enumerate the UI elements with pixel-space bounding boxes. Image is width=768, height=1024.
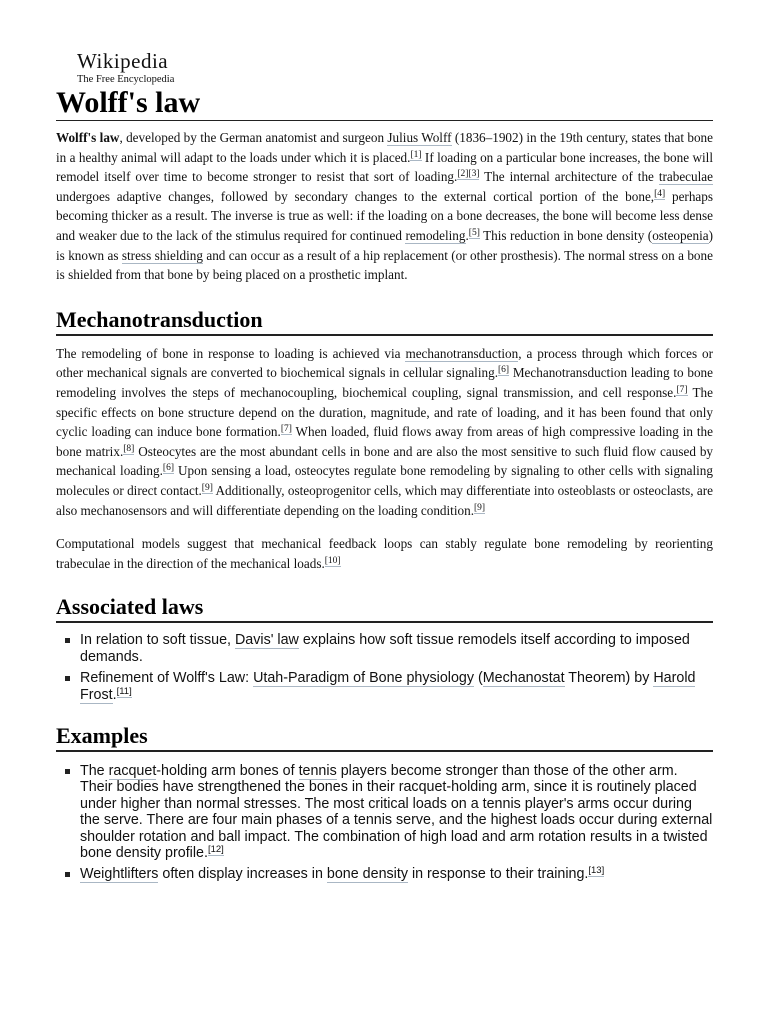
link-racquet[interactable]: racquet xyxy=(108,762,157,779)
citation-1[interactable]: [1] xyxy=(410,149,422,160)
link-bone-density[interactable]: bone density xyxy=(326,866,408,883)
heading-examples: Examples xyxy=(56,723,713,752)
text: This reduction in bone density ( xyxy=(479,227,653,243)
mechano-paragraph-1 xyxy=(56,344,713,520)
link-mechanotransduction[interactable]: mechanotransduction xyxy=(405,345,519,361)
text: The specific effects on bone structure depend on the duration, magnitude, and rate of loading, and it has been found that only cyclic loading can induce bone formation. xyxy=(56,384,714,440)
text: ) is known as xyxy=(56,227,713,263)
link-harold-frost[interactable]: Harold Frost xyxy=(80,670,696,703)
wordmark-tagline: The Free Encyclopedia xyxy=(77,74,175,85)
text: , developed by the German anatomist and surgeon xyxy=(119,130,388,145)
link-weightlifters[interactable]: Weightlifters xyxy=(80,866,159,883)
text: Upon sensing a load, osteocytes regulate bone remodeling by signaling to other cells with signaling molecules or direct contact. xyxy=(56,463,713,498)
citation-7[interactable]: [7] xyxy=(280,424,292,435)
link-tennis[interactable]: tennis xyxy=(298,762,337,779)
citation-11[interactable]: [11] xyxy=(116,685,132,697)
text: If loading on a particular bone increases, the bone will remodel itself over time to become stronger to resist that sort of loading. xyxy=(56,149,714,185)
heading-associated-laws: Associated laws xyxy=(56,594,713,623)
citation-10[interactable]: [10] xyxy=(324,555,341,566)
link-remodeling[interactable]: remodeling xyxy=(405,227,466,243)
citation-3[interactable]: [3] xyxy=(468,169,480,180)
lead-paragraph xyxy=(56,128,713,285)
text: When loaded, fluid flows away from areas of high compressive loading in the bone matrix. xyxy=(56,424,713,459)
citation-12[interactable]: [12] xyxy=(207,843,224,855)
text: explains how soft tissue remodels itself according to imposed demands. xyxy=(80,632,690,665)
text: -holding arm bones of xyxy=(156,762,299,779)
text: in response to their training. xyxy=(407,866,589,883)
citation-13[interactable]: [13] xyxy=(588,865,605,877)
text: . xyxy=(112,686,117,703)
citation-7[interactable]: [7] xyxy=(676,384,688,395)
link-trabeculae[interactable]: trabeculae xyxy=(658,169,713,185)
link-osteopenia[interactable]: osteopenia xyxy=(652,227,709,243)
heading-mechanotransduction: Mechanotransduction xyxy=(56,307,713,336)
text: , a process through which forces or other mechanical signals are converted to biochemical signals in cellular signaling. xyxy=(56,345,713,381)
link-mechanostat[interactable]: Mechanostat xyxy=(482,670,565,687)
citation-6[interactable]: [6] xyxy=(498,365,510,376)
citation-2[interactable]: [2] xyxy=(457,169,469,180)
citation-9[interactable]: [9] xyxy=(474,502,486,513)
list-item xyxy=(80,632,713,665)
text: In relation to soft tissue, xyxy=(80,632,235,649)
citation-5[interactable]: [5] xyxy=(468,227,480,238)
text: Additionally, osteoprogenitor cells, which may differentiate into osteoblasts or osteoclasts, are also mechanosensors and will differentiate depending on the loading condition. xyxy=(56,482,714,518)
article-content xyxy=(56,86,713,888)
associated-laws-list xyxy=(56,632,713,703)
text: perhaps becoming thicker as a result. The inverse is true as well: if the loading on a bone decreases, the bone will become less dense and weaker due to the lack of the stimulus required for continued xyxy=(56,188,713,243)
citation-6[interactable]: [6] xyxy=(162,463,174,474)
text: The xyxy=(80,762,109,779)
text: Refinement of Wolff's Law: xyxy=(80,670,254,687)
citation-9[interactable]: [9] xyxy=(201,482,213,493)
text: Mechanotransduction leading to bone remodeling involves the steps of mechanocoupling, biochemical coupling, signal transmission, and cell response. xyxy=(56,365,713,400)
page-title: Wolff's law xyxy=(56,86,713,121)
text: Osteocytes are the most abundant cells in bone and are also the most sensitive to such fluid flow caused by mechanical loading. xyxy=(56,443,714,479)
text: often display increases in xyxy=(158,866,327,883)
citation-8[interactable]: [8] xyxy=(123,443,135,454)
wikipedia-wordmark xyxy=(77,51,174,86)
link-davis-law[interactable]: Davis' law xyxy=(234,632,299,649)
text: (1836–1902) in the 19th century, states that bone in a healthy animal will adapt to the loads under which it is placed. xyxy=(56,130,713,165)
text: and can occur as a result of a hip replacement (or other prosthesis). The normal stress on a bone is shielded from that bone by being placed on a prosthetic implant. xyxy=(56,247,713,283)
lead-bold-term: Wolff's law xyxy=(56,130,120,145)
list-item xyxy=(80,763,713,861)
text: ( xyxy=(474,670,483,687)
text: Theorem) by xyxy=(564,670,654,687)
list-item xyxy=(80,670,713,703)
wordmark-title: Wikipedia xyxy=(77,49,169,73)
link-julius-wolff[interactable]: Julius Wolff xyxy=(387,130,452,145)
link-utah-paradigm[interactable]: Utah-Paradigm of Bone physiology xyxy=(253,670,474,687)
text: Computational models suggest that mechanical feedback loops can stably regulate bone remodeling by reorienting trabeculae in the direction of the mechanical loads. xyxy=(56,536,713,571)
text: players become stronger than those of the other arm. Their bodies have strengthened the bones in their racquet-holding arm, since it is routinely placed under higher than normal stresses. The most critical loads on a tennis player's arms occur during the serve. There are four main phases of a tennis serve, and the highest loads occur during external shoulder rotation and ball impact. The combination of high load and arm rotation results in a twisted bone density profile. xyxy=(80,762,713,861)
text: The internal architecture of the xyxy=(479,169,659,185)
text: . xyxy=(465,227,469,243)
mechano-paragraph-2 xyxy=(56,534,713,573)
link-stress-shielding[interactable]: stress shielding xyxy=(121,247,203,263)
citation-4[interactable]: [4] xyxy=(654,188,666,199)
text: undergoes adaptive changes, followed by secondary changes to the external cortical portion of the bone, xyxy=(56,188,655,204)
list-item xyxy=(80,866,713,882)
examples-list xyxy=(56,763,713,883)
text: The remodeling of bone in response to loading is achieved via xyxy=(56,345,406,361)
